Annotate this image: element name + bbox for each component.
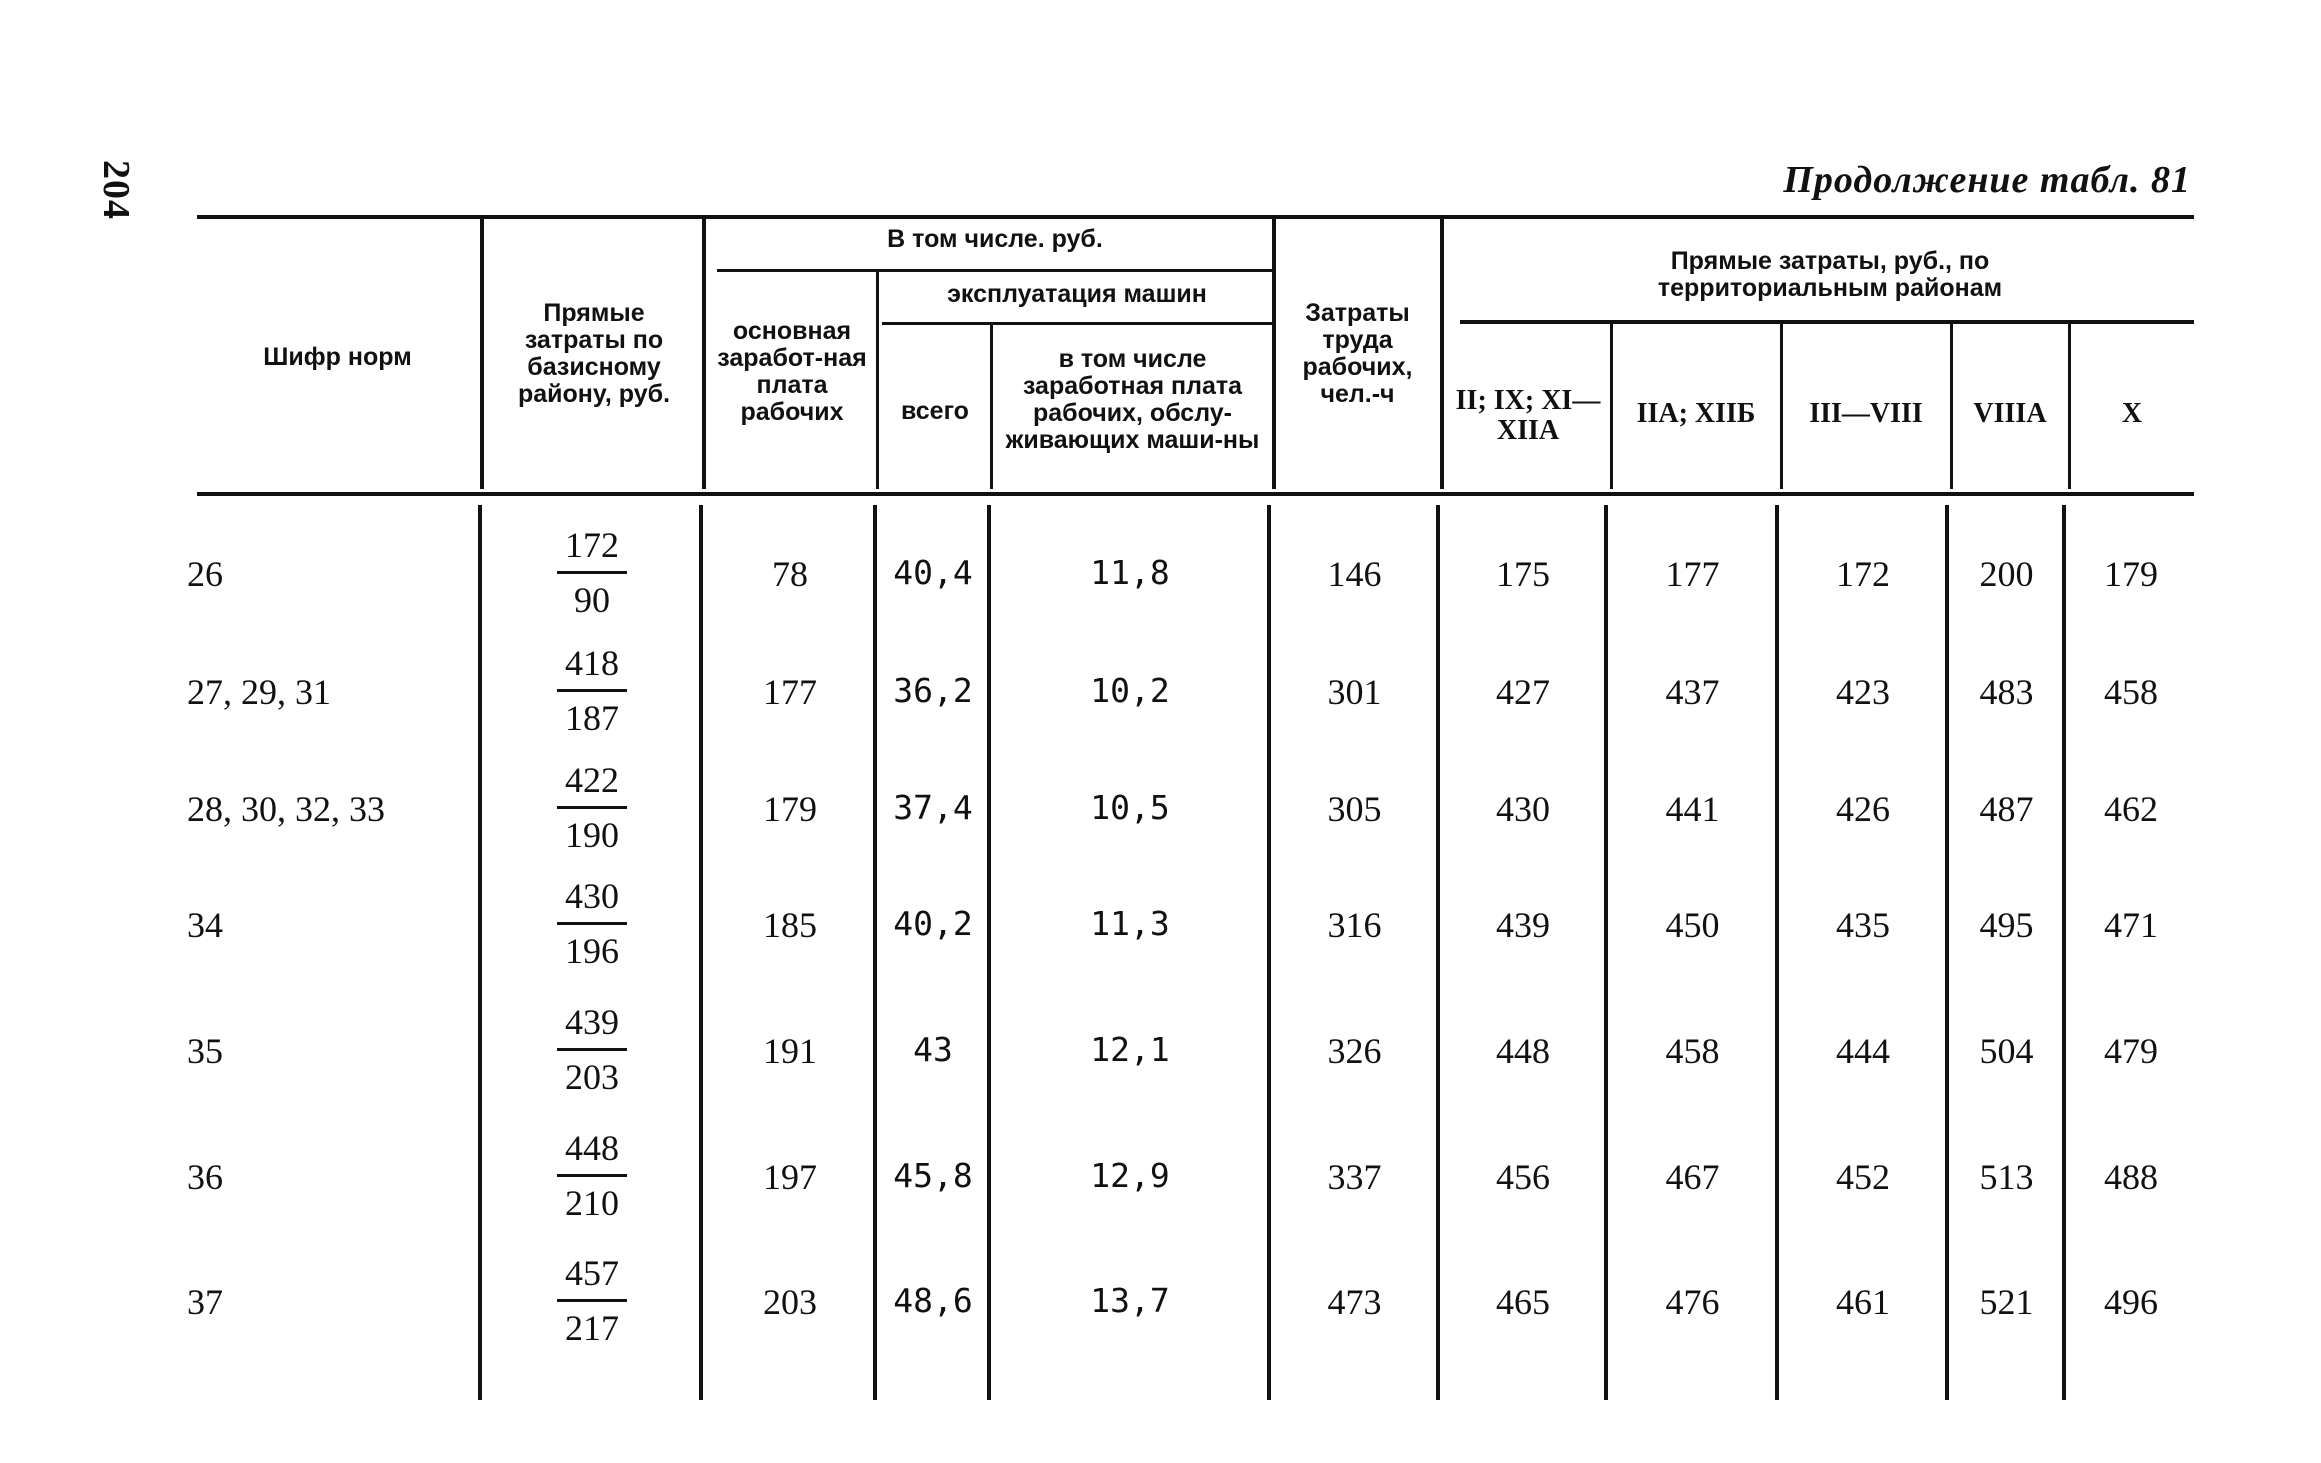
cell-wage: 203 (763, 1282, 817, 1322)
cell-mach: 40,2 (893, 904, 973, 943)
fraction-denominator: 187 (565, 698, 619, 738)
cell-labor: 146 (1327, 554, 1382, 594)
cell-mwage: 10,5 (1090, 788, 1170, 827)
cell-r3: 172 (1836, 554, 1890, 594)
header-region-2: IIА; XIIБ (1636, 398, 1756, 429)
cell-r2: 450 (1665, 905, 1720, 945)
fraction-numerator: 439 (565, 1002, 619, 1042)
cell-mwage: 12,9 (1090, 1156, 1170, 1195)
cell-r1: 175 (1496, 554, 1550, 594)
cell-r1: 427 (1496, 672, 1550, 712)
cell-labor: 316 (1327, 905, 1382, 945)
column-rule (1272, 219, 1276, 489)
cell-code: 26 (187, 554, 223, 594)
column-rule (873, 505, 877, 1400)
cell-r1: 439 (1496, 905, 1550, 945)
cell-direct-fraction (490, 525, 694, 620)
cell-mwage: 12,1 (1090, 1030, 1170, 1069)
cell-r3: 423 (1836, 672, 1890, 712)
cell-r2: 437 (1665, 672, 1720, 712)
header-bottom-rule (197, 492, 2194, 496)
cell-r5: 488 (2104, 1157, 2158, 1197)
cell-wage: 191 (763, 1031, 817, 1071)
header-labor: Затраты труда рабочих, чел.-ч (1302, 299, 1413, 408)
cell-r5: 458 (2104, 672, 2158, 712)
cell-mach: 48,6 (893, 1281, 973, 1320)
cell-labor: 305 (1327, 789, 1382, 829)
column-rule (990, 325, 993, 489)
fraction-bar (557, 1174, 627, 1177)
cell-r1: 430 (1496, 789, 1550, 829)
header-machines-wage: в том числе заработная плата рабочих, обслу-живающих маши-ны (1005, 345, 1260, 454)
cell-r2: 458 (1665, 1031, 1720, 1071)
column-rule (699, 505, 703, 1400)
cell-mach: 40,4 (893, 553, 973, 592)
fraction-denominator: 210 (565, 1183, 619, 1223)
column-rule (1604, 505, 1608, 1400)
cell-direct-fraction (490, 876, 694, 971)
cell-labor: 337 (1327, 1157, 1382, 1197)
cell-mwage: 11,8 (1090, 553, 1170, 592)
column-rule (2068, 324, 2071, 489)
cell-r3: 452 (1836, 1157, 1890, 1197)
cell-labor: 326 (1327, 1031, 1382, 1071)
cell-mach: 43 (913, 1030, 953, 1069)
cell-r5: 471 (2104, 905, 2158, 945)
cell-mwage: 10,2 (1090, 671, 1170, 710)
cell-r1: 465 (1496, 1282, 1550, 1322)
page-number: 204 (95, 160, 137, 220)
cell-r4: 483 (1979, 672, 2034, 712)
column-rule (2062, 505, 2066, 1400)
cell-code: 37 (187, 1282, 223, 1322)
regions-group-rule (1460, 320, 2194, 324)
header-incl-group: В том числе. руб. (887, 225, 1103, 253)
cell-r2: 177 (1665, 554, 1720, 594)
column-rule (1610, 324, 1613, 489)
column-rule (1780, 324, 1783, 489)
cell-wage: 177 (763, 672, 817, 712)
fraction-numerator: 457 (565, 1253, 619, 1293)
fraction-numerator: 422 (565, 760, 619, 800)
fraction-denominator: 203 (565, 1057, 619, 1097)
fraction-denominator: 196 (565, 931, 619, 971)
cell-labor: 473 (1327, 1282, 1382, 1322)
cell-r1: 448 (1496, 1031, 1550, 1071)
machines-group-rule (882, 322, 1275, 325)
cell-mach: 37,4 (893, 788, 973, 827)
column-rule (1950, 324, 1953, 489)
header-machines-group: эксплуатация машин (947, 280, 1207, 308)
fraction-numerator: 448 (565, 1128, 619, 1168)
cell-direct-fraction (490, 643, 694, 738)
cell-r3: 426 (1836, 789, 1890, 829)
header-machines-total: всего (901, 397, 969, 425)
header-region-3: III—VIII (1809, 398, 1923, 429)
cell-code: 36 (187, 1157, 223, 1197)
cell-r2: 441 (1665, 789, 1720, 829)
cell-r4: 513 (1979, 1157, 2034, 1197)
fraction-bar (557, 1299, 627, 1302)
fraction-bar (557, 689, 627, 692)
header-basic-wage: основная заработ-ная плата рабочих (717, 317, 867, 426)
cell-r5: 496 (2104, 1282, 2158, 1322)
fraction-bar (557, 571, 627, 574)
fraction-numerator: 430 (565, 876, 619, 916)
cell-r5: 479 (2104, 1031, 2158, 1071)
cell-r5: 462 (2104, 789, 2158, 829)
cell-wage: 78 (772, 554, 808, 594)
cell-r2: 476 (1665, 1282, 1720, 1322)
header-region-5: X (2121, 398, 2143, 429)
incl-group-rule (717, 269, 1275, 272)
cell-wage: 197 (763, 1157, 817, 1197)
fraction-numerator: 172 (565, 525, 619, 565)
header-code: Шифр норм (263, 343, 412, 371)
cell-mwage: 13,7 (1090, 1281, 1170, 1320)
column-rule (1440, 219, 1444, 489)
column-rule (702, 219, 706, 489)
cell-r4: 200 (1979, 554, 2034, 594)
cell-r4: 487 (1979, 789, 2034, 829)
continuation-title: Продолжение табл. 81 (1783, 159, 2191, 201)
cell-r3: 435 (1836, 905, 1890, 945)
cell-labor: 301 (1327, 672, 1382, 712)
header-region-4: VIIIА (1973, 398, 2047, 429)
cell-r4: 521 (1979, 1282, 2034, 1322)
cell-direct-fraction (490, 1002, 694, 1097)
cell-r2: 467 (1665, 1157, 1720, 1197)
fraction-denominator: 217 (565, 1308, 619, 1348)
cell-code: 28, 30, 32, 33 (187, 789, 385, 829)
column-rule (478, 505, 482, 1400)
cell-r1: 456 (1496, 1157, 1550, 1197)
cell-mach: 45,8 (893, 1156, 973, 1195)
fraction-bar (557, 806, 627, 809)
fraction-numerator: 418 (565, 643, 619, 683)
fraction-denominator: 190 (565, 815, 619, 855)
cell-direct-fraction (490, 760, 694, 855)
table-top-rule (197, 215, 2194, 219)
header-region-1: II; IX; XI—XIIА (1455, 385, 1601, 446)
cell-wage: 179 (763, 789, 817, 829)
column-rule (987, 505, 991, 1400)
fraction-bar (557, 922, 627, 925)
cell-r3: 461 (1836, 1282, 1890, 1322)
cell-code: 34 (187, 905, 223, 945)
column-rule (1267, 505, 1271, 1400)
cell-r4: 504 (1979, 1031, 2034, 1071)
cell-r5: 179 (2104, 554, 2158, 594)
cell-r4: 495 (1979, 905, 2034, 945)
column-rule (1945, 505, 1949, 1400)
header-regions-group: Прямые затраты, руб., по территориальным районам (1657, 247, 2003, 302)
column-rule (480, 219, 484, 489)
fraction-bar (557, 1048, 627, 1051)
cell-wage: 185 (763, 905, 817, 945)
cell-code: 27, 29, 31 (187, 672, 331, 712)
cell-direct-fraction (490, 1253, 694, 1348)
cell-mach: 36,2 (893, 671, 973, 710)
column-rule (1775, 505, 1779, 1400)
cell-mwage: 11,3 (1090, 904, 1170, 943)
cell-direct-fraction (490, 1128, 694, 1223)
column-rule (1436, 505, 1440, 1400)
cell-code: 35 (187, 1031, 223, 1071)
header-direct-base: Прямые затраты по базисному району, руб. (517, 299, 671, 408)
cell-r3: 444 (1836, 1031, 1890, 1071)
column-rule (876, 272, 879, 489)
fraction-denominator: 90 (574, 580, 610, 620)
